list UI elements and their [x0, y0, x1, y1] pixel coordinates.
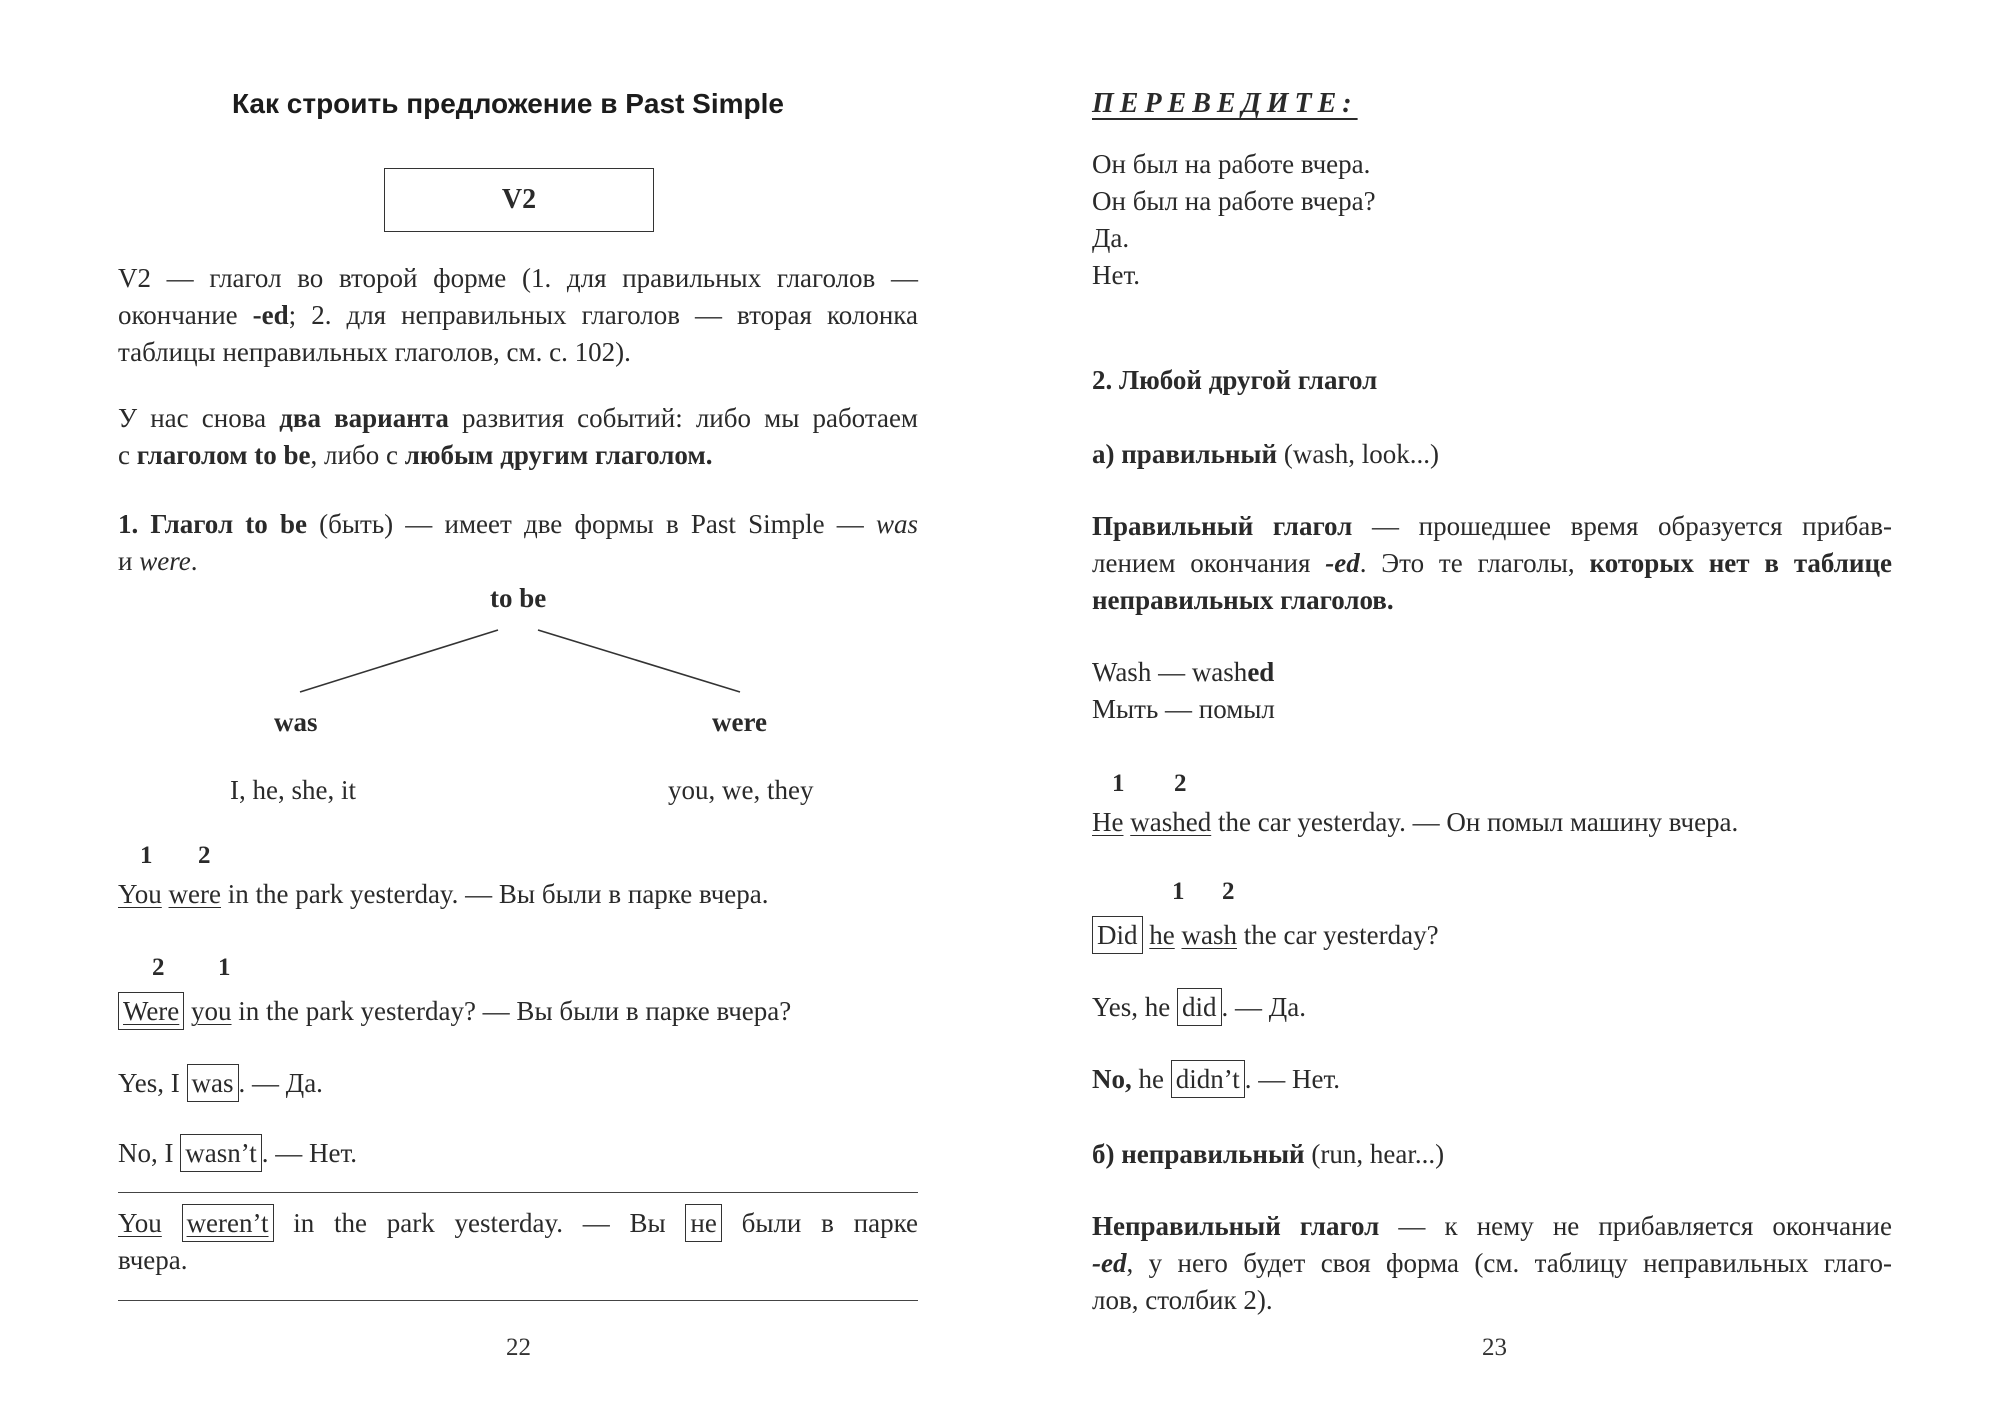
page-number-left: 22 [506, 1334, 531, 1361]
right-yes-a: Yes, he [1092, 992, 1178, 1022]
negative-line2: вчера. [118, 1245, 188, 1275]
example4-rest: the car yesterday? [1236, 920, 1439, 950]
regular-heading-b: (wash, look...) [1277, 439, 1440, 469]
irregular-def-a: Неправильный глагол [1092, 1211, 1380, 1241]
variants-g: любым другим глаголом. [404, 440, 713, 470]
irregular-heading-a: б) неправильный [1092, 1139, 1305, 1169]
variants-f: , либо с [310, 440, 405, 470]
negative-verb-box: weren’t [182, 1204, 274, 1242]
left-no-box: wasn’t [180, 1134, 262, 1172]
variants-e: глаголом to be [136, 440, 311, 470]
example4-did-box: Did [1092, 916, 1143, 954]
example4-verb: wash [1181, 920, 1237, 950]
left-yes-a: Yes, I [118, 1068, 187, 1098]
to-be-was: was [875, 509, 919, 539]
wash-pair-c: Мыть — помыл [1092, 694, 1275, 724]
v2-def-line3: таблицы неправильных глаголов, см. с. 102). [118, 337, 631, 367]
regular-def-c: лением окончания [1092, 548, 1326, 578]
regular-def-g: неправильных глаголов. [1092, 585, 1394, 615]
example1-subject: You [118, 879, 162, 909]
rule-bottom [118, 1300, 918, 1301]
tree-left-pronouns: I, he, she, it [230, 775, 356, 805]
left-yes-answer [118, 1064, 323, 1102]
left-no-answer [118, 1134, 357, 1172]
v2-def-line2a: окончание [118, 300, 253, 330]
to-be-text: (быть) — имеет две формы в Past Simple — [306, 509, 876, 539]
example3-num2: 2 [1174, 770, 1187, 797]
translate-line: Нет. [1092, 260, 1141, 290]
example2-subject: you [191, 996, 232, 1026]
tree-branch-right [538, 630, 740, 692]
right-no-box: didn’t [1171, 1060, 1245, 1098]
right-no-b: . — Нет. [1244, 1064, 1341, 1094]
wash-pair-a: Wash — wash [1092, 657, 1248, 687]
example2-num2: 1 [218, 954, 231, 981]
to-be-paragraph [118, 506, 918, 580]
tree-left: was [274, 707, 318, 737]
right-yes-b: . — Да. [1221, 992, 1306, 1022]
regular-definition [1092, 508, 1892, 619]
regular-heading-a: а) правильный [1092, 439, 1278, 469]
translate-list [1092, 146, 1376, 294]
variants-paragraph [118, 400, 918, 474]
example2-sentence [118, 992, 791, 1030]
negative-subject: You [118, 1208, 162, 1238]
regular-def-d: -ed [1325, 548, 1360, 578]
regular-def-a: Правильный глагол [1092, 511, 1353, 541]
irregular-def-e: лов, столбик 2). [1092, 1285, 1273, 1315]
example1-verb: were [168, 879, 222, 909]
example3-rest: the car yesterday. — Он помыл машину вчера. [1211, 807, 1739, 837]
irregular-def-c: -ed [1092, 1248, 1127, 1278]
regular-heading [1092, 436, 1439, 473]
v2-definition [118, 260, 918, 371]
example2-rest: in the park yesterday? — Вы были в парке вчера? [231, 996, 792, 1026]
right-yes-answer [1092, 988, 1306, 1026]
negative-mid: in the park yesterday. — Вы [273, 1208, 686, 1238]
example4-num1: 1 [1172, 878, 1185, 905]
example4-subject: he [1149, 920, 1175, 950]
translate-heading: ПЕРЕВЕДИТЕ: [1092, 88, 1358, 119]
example3-sentence [1092, 804, 1738, 841]
example1-rest: in the park yesterday. — Вы были в парке вчера. [221, 879, 769, 909]
variants-a: У нас снова [118, 403, 280, 433]
translate-line: Он был на работе вчера. [1092, 149, 1371, 179]
irregular-heading-b: (run, hear...) [1304, 1139, 1445, 1169]
v2-def-line2c: ; 2. для неправильных глаголов — вторая колонка [288, 300, 918, 330]
left-no-b: . — Нет. [261, 1138, 358, 1168]
formula-box: V2 [384, 168, 654, 232]
translate-line: Да. [1092, 223, 1130, 253]
page-title: Как строить предложение в Past Simple [232, 88, 784, 119]
translate-line: Он был на работе вчера? [1092, 186, 1376, 216]
tree-branch-left [300, 630, 498, 692]
negative-end: были в парке [721, 1208, 919, 1238]
left-no-a: No, I [118, 1138, 181, 1168]
to-be-heading: 1. Глагол to be [118, 509, 307, 539]
irregular-definition [1092, 1208, 1892, 1319]
example1-num2: 2 [198, 842, 211, 869]
negative-example [118, 1204, 918, 1279]
regular-def-e: . Это те глаголы, [1359, 548, 1590, 578]
example2-verb-box: Were [118, 992, 184, 1030]
right-page [1000, 0, 2000, 1424]
tree-right: were [712, 707, 767, 737]
right-no-a: No, [1092, 1064, 1132, 1094]
page-number-right: 23 [1482, 1334, 1507, 1361]
right-no-answer [1092, 1060, 1340, 1098]
irregular-heading [1092, 1136, 1444, 1173]
negative-ne-box: не [685, 1204, 721, 1242]
irregular-def-d: , у него будет своя форма (см. таблицу неправильных глаго- [1126, 1248, 1892, 1278]
example3-num1: 1 [1112, 770, 1125, 797]
irregular-def-b: — к нему не прибавляется окончание [1379, 1211, 1892, 1241]
right-no-a2: he [1131, 1064, 1171, 1094]
to-be-and: и [118, 546, 140, 576]
regular-def-b: — прошедшее время образуется прибав- [1352, 511, 1892, 541]
example3-subject: He [1092, 807, 1124, 837]
v2-def-line1: V2 — глагол во второй форме (1. для правильных глаголов — [118, 263, 918, 293]
example2-num1: 2 [152, 954, 165, 981]
regular-def-f: которых нет в таблице [1589, 548, 1892, 578]
variants-b: два варианта [279, 403, 449, 433]
example1-num1: 1 [140, 842, 153, 869]
tree-root: to be [490, 583, 547, 613]
variants-c: развития событий: либо мы работаем [448, 403, 919, 433]
wash-pair [1092, 654, 1275, 728]
to-be-were: were [139, 546, 191, 576]
rule-top [118, 1192, 918, 1193]
example4-num2: 2 [1222, 878, 1235, 905]
tree-branches [290, 620, 760, 700]
other-verb-heading: 2. Любой другой глагол [1092, 365, 1378, 395]
example3-verb: washed [1130, 807, 1212, 837]
tree-right-pronouns: you, we, they [668, 775, 814, 805]
left-yes-box: was [187, 1064, 239, 1102]
left-yes-b: . — Да. [238, 1068, 323, 1098]
wash-pair-b: ed [1247, 657, 1275, 687]
to-be-dot: . [190, 546, 198, 576]
ed-suffix: -ed [252, 300, 289, 330]
variants-d: с [118, 440, 137, 470]
example4-sentence [1092, 916, 1439, 954]
example1-sentence [118, 876, 769, 913]
right-yes-box: did [1177, 988, 1222, 1026]
